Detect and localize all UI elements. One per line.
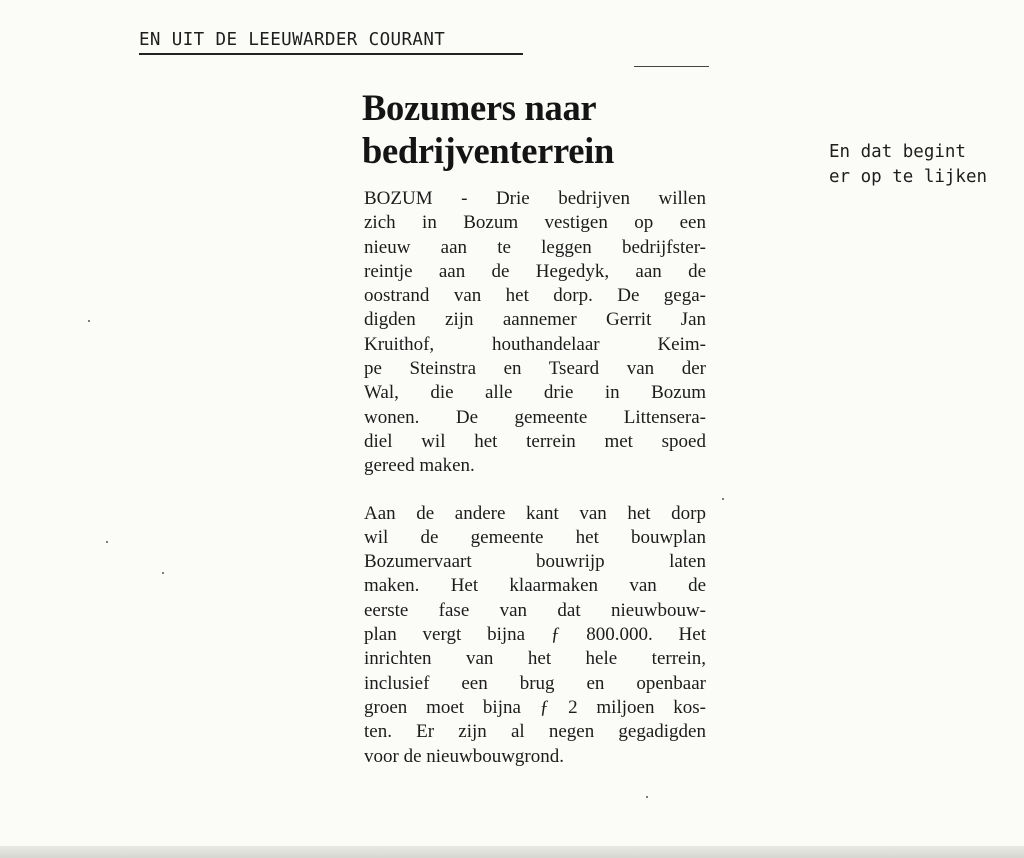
text-line: voor de nieuwbouwgrond. [364,745,564,767]
article-body [364,187,706,769]
text-line: BOZUM - Drie bedrijven willen [364,188,706,209]
text-line: plan vergt bijna ƒ 800.000. Het [364,624,706,646]
article-paragraph-2 [364,502,706,769]
scan-speck [722,498,724,500]
text-line: diel wil het terrein met spoed [364,430,706,452]
scan-speck [646,796,648,798]
source-label: EN UIT DE LEEUWARDER COURANT [139,30,446,50]
text-line: Wal, die alle drie in Bozum [364,382,706,404]
text-line: nieuw aan te leggen bedrijfster- [364,236,706,258]
text-line: inrichten van het hele terrein, [364,648,706,670]
article-paragraph-1 [364,187,706,479]
text-line: Aan de andere kant van het dorp [364,502,706,524]
note-line: er op te lijken [829,167,988,187]
text-line: pe Steinstra en Tseard van der [364,358,706,380]
text-line: eerste fase van dat nieuwbouw- [364,599,706,621]
scan-speck [88,320,90,322]
scan-speck [106,541,108,543]
headline-line: Bozumers naar [362,87,597,128]
text-line: wil de gemeente het bouwplan [364,526,706,548]
article-headline [362,86,692,172]
text-line: ten. Er zijn al negen gegadigden [364,721,706,743]
note-line: En dat begint [829,142,966,162]
typed-side-note [829,140,987,190]
scan-bottom-edge [0,846,1024,858]
headline-line: bedrijventerrein [362,130,614,171]
text-line: wonen. De gemeente Littensera- [364,406,706,428]
text-line: inclusief een brug en openbaar [364,672,706,694]
text-line: digden zijn aannemer Gerrit Jan [364,309,706,331]
text-line: zich in Bozum vestigen op een [364,212,706,234]
text-line: Bozumervaart bouwrijp laten [364,551,706,573]
text-line: Kruithof, houthandelaar Keim- [364,333,706,355]
text-line: maken. Het klaarmaken van de [364,575,706,597]
text-line: oostrand van het dorp. De gega- [364,285,706,307]
text-line: groen moet bijna ƒ 2 miljoen kos- [364,696,706,718]
scan-speck [162,572,164,574]
source-label-underline [139,53,523,55]
text-line: reintje aan de Hegedyk, aan de [364,260,706,282]
text-line: gereed maken. [364,455,475,477]
column-top-rule [634,66,709,67]
